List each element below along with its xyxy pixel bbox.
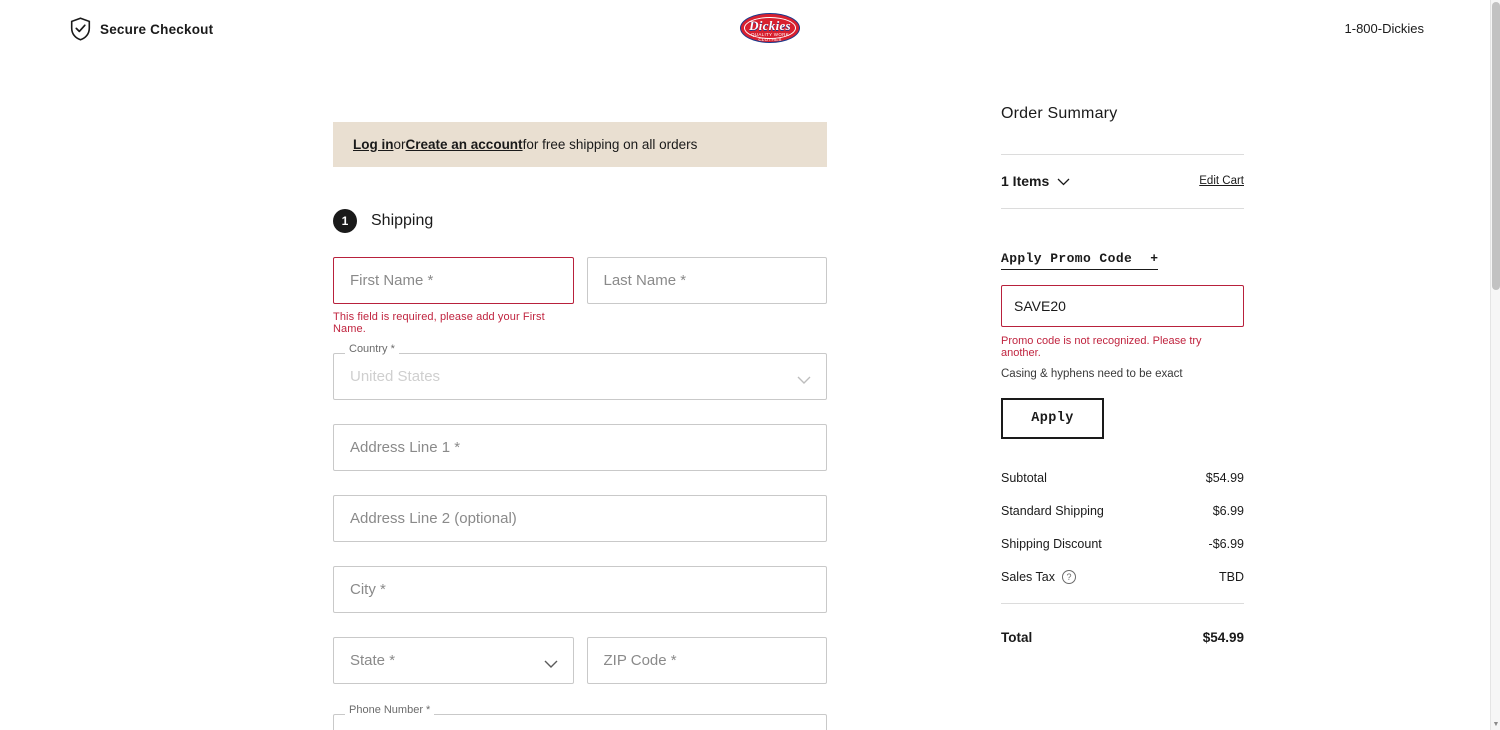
grand-total-row — [1001, 630, 1244, 645]
logo-wordmark: Dickies — [749, 18, 791, 33]
shield-check-icon — [70, 17, 91, 41]
name-row — [333, 233, 827, 335]
promo-code-error: Promo code is not recognized. Please try another. — [1001, 335, 1202, 359]
chevron-down-icon — [1057, 173, 1070, 189]
country-select[interactable] — [333, 353, 827, 400]
account-banner — [333, 122, 827, 167]
plus-icon: + — [1150, 251, 1159, 266]
page-scrollbar[interactable] — [1490, 0, 1500, 730]
customer-service-phone[interactable]: 1-800-Dickies — [1344, 21, 1424, 36]
order-summary-title: Order Summary — [1001, 105, 1118, 122]
total-line-standard-shipping — [1001, 504, 1244, 518]
zip-code-field — [587, 637, 828, 684]
totals-list — [1001, 471, 1244, 584]
step-title: Shipping — [371, 212, 434, 229]
state-value: State * — [350, 652, 396, 669]
items-toggle[interactable] — [1001, 173, 1070, 189]
state-select[interactable] — [333, 637, 574, 684]
shipping-form-column — [333, 122, 827, 730]
logo-tagline: QUALITY WORK CLOTHES — [750, 32, 790, 42]
standard-shipping-value: $6.99 — [1212, 504, 1244, 518]
account-banner-suffix: for free shipping on all orders — [522, 137, 698, 152]
summary-divider-top — [1001, 154, 1244, 155]
sales-tax-value: TBD — [1219, 570, 1244, 584]
promo-code-field — [1001, 285, 1244, 327]
country-field — [333, 343, 827, 400]
create-account-link[interactable]: Create an account — [405, 137, 523, 152]
sales-tax-label: Sales Tax — [1001, 570, 1055, 584]
subtotal-label: Subtotal — [1001, 471, 1047, 485]
summary-divider-total — [1001, 603, 1244, 604]
state-field — [333, 637, 574, 684]
city-field — [333, 566, 827, 613]
subtotal-value: $54.99 — [1205, 471, 1244, 485]
promo-code-input[interactable] — [1001, 285, 1244, 327]
first-name-field — [333, 257, 574, 335]
total-line-shipping-discount — [1001, 537, 1244, 551]
standard-shipping-label: Standard Shipping — [1001, 504, 1104, 518]
address-line-1-field — [333, 424, 827, 471]
page-header — [0, 0, 1490, 57]
secure-checkout-badge — [70, 17, 213, 41]
help-icon[interactable]: ? — [1062, 570, 1076, 584]
apply-promo-button[interactable]: Apply — [1001, 398, 1104, 439]
items-row — [1001, 173, 1244, 189]
edit-cart-link[interactable]: Edit Cart — [1199, 175, 1244, 187]
grand-total-label: Total — [1001, 630, 1033, 645]
apply-promo-code-toggle[interactable] — [1001, 251, 1158, 270]
city-input[interactable] — [333, 566, 827, 613]
scroll-down-arrow[interactable]: ▼ — [1492, 721, 1500, 728]
shipping-step-header — [333, 209, 827, 233]
secure-checkout-label: Secure Checkout — [100, 21, 214, 37]
address-line-2-input[interactable] — [333, 495, 827, 542]
grand-total-value: $54.99 — [1202, 630, 1244, 645]
country-value: United States — [350, 368, 441, 385]
login-link[interactable]: Log in — [353, 137, 394, 152]
promo-code-hint: Casing & hyphens need to be exact — [1001, 368, 1183, 380]
account-banner-or: or — [393, 137, 406, 152]
scrollbar-thumb[interactable] — [1492, 2, 1500, 290]
dickies-logo[interactable] — [740, 11, 800, 45]
order-summary — [1001, 105, 1244, 645]
last-name-input[interactable] — [587, 257, 828, 304]
phone-number-input[interactable] — [333, 714, 827, 730]
first-name-error: This field is required, please add your First Name. — [333, 311, 545, 335]
first-name-input[interactable] — [333, 257, 574, 304]
shipping-discount-label: Shipping Discount — [1001, 537, 1102, 551]
promo-toggle-label: Apply Promo Code — [1001, 251, 1133, 266]
summary-divider-items — [1001, 208, 1244, 209]
country-label: Country * — [345, 343, 399, 355]
total-line-subtotal — [1001, 471, 1244, 485]
step-number-badge: 1 — [333, 209, 357, 233]
phone-number-field — [333, 704, 827, 730]
shipping-discount-value: -$6.99 — [1208, 537, 1244, 551]
items-count-label: 1 Items — [1001, 173, 1050, 189]
last-name-field — [587, 257, 828, 335]
address-line-2-field — [333, 495, 827, 542]
zip-code-input[interactable] — [587, 637, 828, 684]
address-line-1-input[interactable] — [333, 424, 827, 471]
state-zip-row — [333, 613, 827, 684]
total-line-sales-tax — [1001, 570, 1244, 584]
phone-number-label: Phone Number * — [345, 704, 434, 716]
